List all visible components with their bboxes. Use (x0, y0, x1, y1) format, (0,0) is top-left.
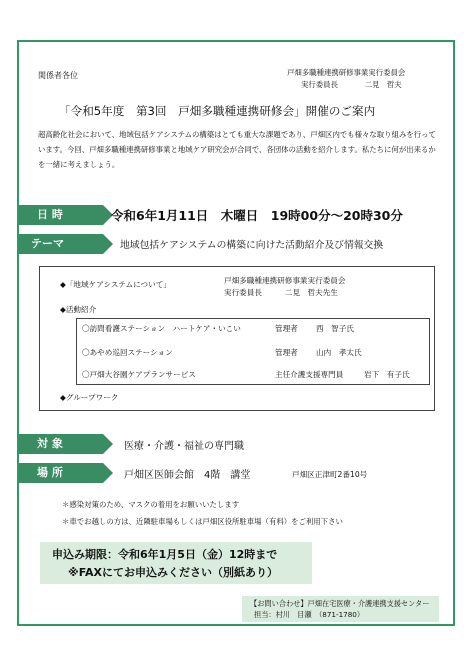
deadline-fax: ※FAXにてお申込みください（別紙あり） (68, 566, 278, 579)
target-value: 医療・介護・福祉の専門職 (124, 441, 244, 452)
venue-address: 戸畑区正津町2番10号 (292, 470, 368, 479)
activity-role: 主任介護支援専門員 (275, 370, 344, 379)
chair-title: 実行委員長 (301, 80, 338, 89)
lecture-title: ◆「地域ケアシステムについて」 (60, 280, 171, 289)
activity-name: 〇あやめ巡回ステーション (82, 348, 173, 357)
contact-line: 【お問い合わせ】戸畑在宅医療・介護連携支援センター (250, 599, 430, 608)
activity-person: 山内 孝太氏 (316, 348, 362, 357)
target-label: 対 象 (19, 434, 103, 454)
activity-role: 管理者 (275, 324, 298, 333)
activity-name: 〇戸畑大谷園ケアプランサービス (82, 370, 196, 379)
contact-box (242, 596, 439, 622)
organizer-name: 戸畑多職種連携研修事業実行委員会 (287, 68, 406, 77)
activities-title: ◆活動紹介 (60, 305, 97, 314)
group-work: ◆グループワーク (60, 393, 119, 402)
organizer-chair (287, 79, 405, 91)
activity-name: 〇訪問看護ステーション ハートケア・いこい (82, 324, 241, 333)
theme-label: テーマ (19, 234, 103, 254)
page-title: 「令和5年度 第3回 戸畑多職種連携研修会」開催のご案内 (59, 104, 376, 118)
date-label: 日 時 (19, 205, 103, 225)
deadline-box (40, 542, 312, 584)
venue-value: 戸畑区医師会館 4階 講堂 (124, 470, 251, 481)
intro-paragraph: 超高齢化社会において、地域包括ケアシステムの構築はとても重大な課題であり、戸畑区内でも様々な取り組みを行っています。今回、戸畑多職種連携研修事業と地域ケア研究会が合同で、各団体の活動を紹介します。私たちに何が出来るかを一緒に考えましょう。 (38, 130, 436, 169)
activity-person: 西 智子氏 (316, 324, 354, 333)
theme-value: 地域包括ケアシステムの構築に向けた活動紹介及び情報交換 (120, 240, 384, 251)
organizer-block (287, 67, 405, 91)
activity-person: 岩下 有子氏 (364, 370, 410, 379)
addressee: 関係者各位 (38, 71, 78, 80)
venue-label: 場 所 (19, 463, 103, 483)
chair-name: 二見 哲夫 (364, 80, 402, 89)
note-parking: ＊車でお越しの方は、近隣駐車場もしくは戸畑区役所駐車場（有料）をご利用下さい (62, 517, 343, 526)
deadline-date: 申込み期限：令和6年1月5日（金）12時まで (52, 548, 278, 561)
activity-role: 管理者 (275, 348, 298, 357)
contact-person: 担当：村川 目瀬 （871-1780） (254, 610, 365, 619)
note-mask: ＊感染対策のため、マスクの着用をお願いいたします (62, 500, 240, 509)
lecture-speaker: 実行委員長 二見 哲夫先生 (224, 288, 338, 297)
date-value: 令和6年1月11日 木曜日 19時00分～20時30分 (111, 208, 403, 223)
lecture-org: 戸畑多職種連携研修事業実行委員会 (224, 276, 346, 285)
